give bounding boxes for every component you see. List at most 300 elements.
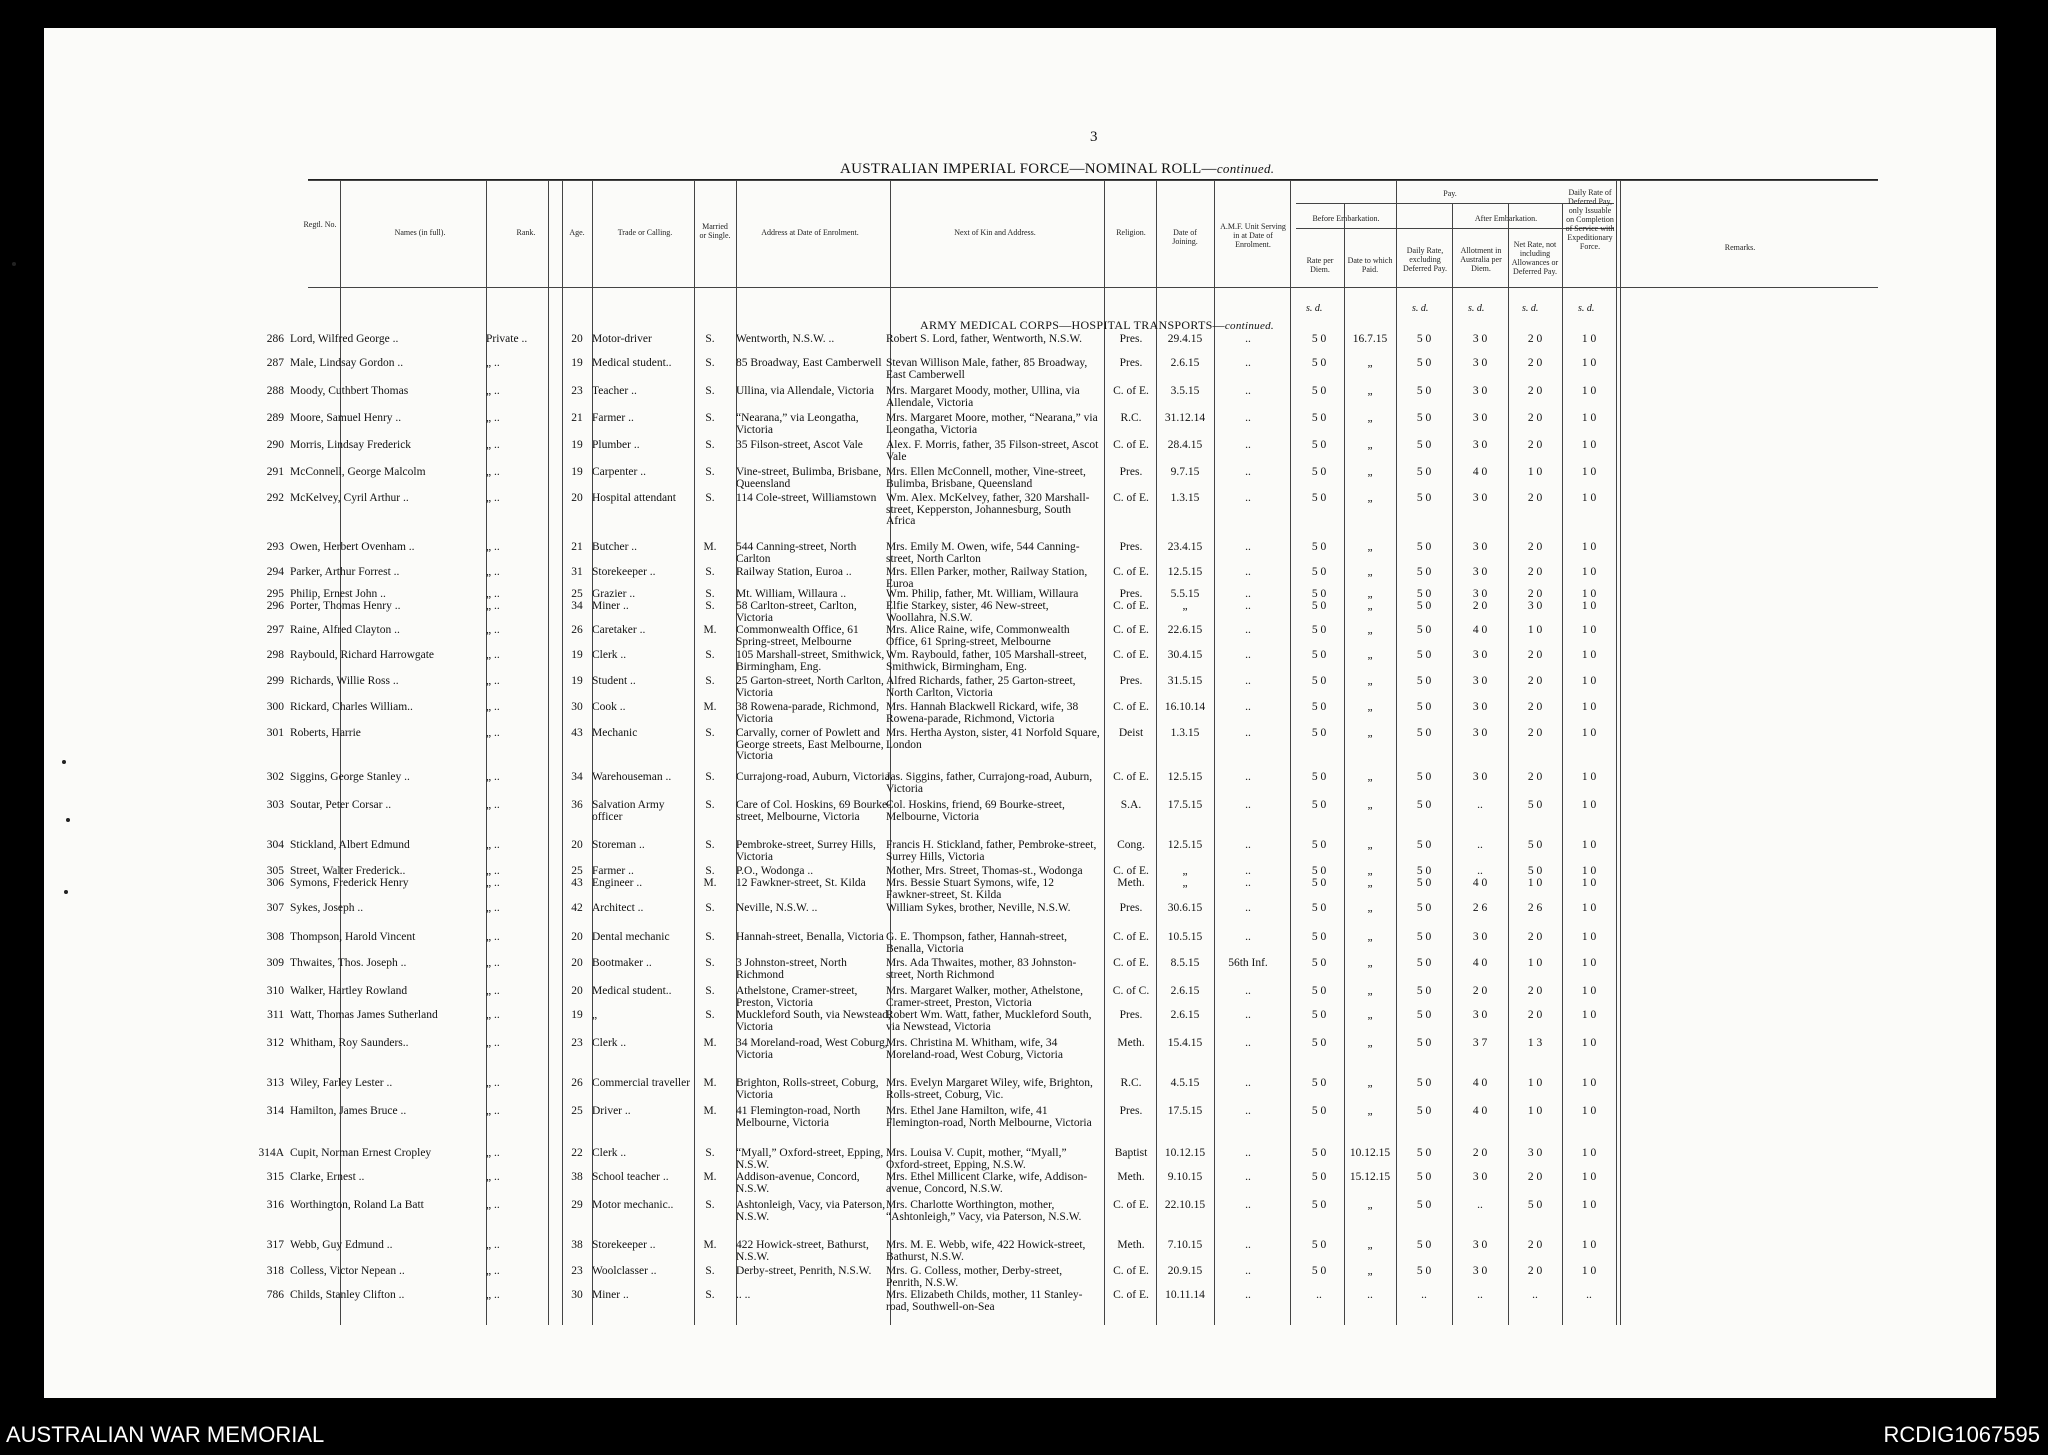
cell-def: 1 0 bbox=[1581, 492, 1597, 504]
cell-name: Moody, Cuthbert Thomas bbox=[290, 385, 409, 397]
cell-allot: 2 6 bbox=[1472, 902, 1488, 914]
cell-unit: 56th Inf. bbox=[1228, 957, 1268, 969]
cell-paid: „ bbox=[1367, 701, 1373, 713]
cell-daily: .. bbox=[1421, 1289, 1427, 1301]
cell-name: Thwaites, Thos. Joseph .. bbox=[290, 957, 407, 969]
cell-allot: 3 0 bbox=[1472, 1265, 1488, 1277]
cell-kin: Wm. Raybould, father, 105 Marshall-street, Smithwick, Birmingham, Eng. bbox=[886, 649, 1087, 673]
cell-date: 28.4.15 bbox=[1167, 439, 1203, 451]
cell-rank: „ .. bbox=[486, 1037, 500, 1049]
cell-daily: 5 0 bbox=[1416, 649, 1432, 661]
header-remarks: Remarks. bbox=[1724, 243, 1756, 252]
cell-unit: .. bbox=[1245, 1289, 1251, 1301]
cell-no: 309 bbox=[266, 957, 284, 969]
cell-def: 1 0 bbox=[1581, 701, 1597, 713]
cell-allot: .. bbox=[1477, 799, 1483, 811]
cell-net: 5 0 bbox=[1527, 839, 1543, 851]
cell-net: 1 0 bbox=[1527, 1077, 1543, 1089]
cell-addr: Wentworth, N.S.W. .. bbox=[736, 333, 835, 345]
cell-addr: Ullina, via Allendale, Victoria bbox=[736, 385, 875, 397]
cell-unit: .. bbox=[1245, 902, 1251, 914]
header-married: Married or Single. bbox=[699, 222, 731, 240]
cell-name: Roberts, Harrie bbox=[290, 727, 361, 739]
archive-footer bbox=[0, 1416, 2048, 1455]
cell-daily: 5 0 bbox=[1416, 1037, 1432, 1049]
cell-no: 287 bbox=[266, 357, 284, 369]
cell-name: Raine, Alfred Clayton .. bbox=[290, 624, 400, 636]
cell-rate: 5 0 bbox=[1311, 600, 1327, 612]
cell-rank: „ .. bbox=[486, 839, 500, 851]
cell-paid: „ bbox=[1367, 439, 1373, 451]
cell-rate: 5 0 bbox=[1311, 412, 1327, 424]
cell-paid: 15.12.15 bbox=[1349, 1171, 1391, 1183]
cell-def: 1 0 bbox=[1581, 799, 1597, 811]
cell-age: 26 bbox=[571, 1077, 583, 1089]
column-rule bbox=[562, 180, 563, 1325]
cell-net: 5 0 bbox=[1527, 799, 1543, 811]
cell-kin: Mrs. Margaret Moore, mother, “Nearana,” via Leongatha, Victoria bbox=[886, 412, 1098, 436]
cell-daily: 5 0 bbox=[1416, 1105, 1432, 1117]
cell-age: 25 bbox=[571, 865, 583, 877]
cell-rank: „ .. bbox=[486, 1199, 500, 1211]
cell-trade: Storekeeper .. bbox=[592, 1239, 656, 1251]
cell-rate: 5 0 bbox=[1311, 588, 1327, 600]
header-unit: A.M.F. Unit Serving in at Date of Enrolment. bbox=[1220, 222, 1286, 249]
cell-trade: Teacher .. bbox=[592, 385, 637, 397]
cell-paid: „ bbox=[1367, 1077, 1373, 1089]
cell-allot: 2 0 bbox=[1472, 600, 1488, 612]
scan-speck bbox=[62, 760, 66, 764]
cell-kin: Mrs. Emily M. Owen, wife, 544 Canning-street, North Carlton bbox=[886, 541, 1080, 565]
cell-rank: „ .. bbox=[486, 588, 500, 600]
cell-unit: .. bbox=[1245, 839, 1251, 851]
cell-net: .. bbox=[1532, 1289, 1538, 1301]
cell-unit: .. bbox=[1245, 412, 1251, 424]
cell-paid: „ bbox=[1367, 1199, 1373, 1211]
cell-allot: 3 0 bbox=[1472, 771, 1488, 783]
cell-unit: .. bbox=[1245, 865, 1251, 877]
cell-trade: Warehouseman .. bbox=[592, 771, 672, 783]
cell-def: .. bbox=[1586, 1289, 1592, 1301]
cell-rank: „ .. bbox=[486, 1077, 500, 1089]
cell-name: Morris, Lindsay Frederick bbox=[290, 439, 412, 451]
section-suffix: continued. bbox=[1224, 320, 1274, 332]
cell-daily: 5 0 bbox=[1416, 701, 1432, 713]
cell-paid: „ bbox=[1367, 1009, 1373, 1021]
cell-date: 31.5.15 bbox=[1167, 675, 1203, 687]
cell-def: 1 0 bbox=[1581, 727, 1597, 739]
cell-no: 302 bbox=[266, 771, 284, 783]
cell-net: 1 0 bbox=[1527, 957, 1543, 969]
cell-age: 30 bbox=[571, 1289, 583, 1301]
cell-trade: Farmer .. bbox=[592, 412, 634, 424]
cell-rel: Pres. bbox=[1119, 333, 1143, 345]
cell-allot: 2 0 bbox=[1472, 1147, 1488, 1159]
cell-trade: „ bbox=[592, 1009, 598, 1021]
cell-age: 23 bbox=[571, 1265, 583, 1277]
cell-rate: 5 0 bbox=[1311, 492, 1327, 504]
cell-rank: Private .. bbox=[486, 333, 528, 345]
column-rule bbox=[1508, 203, 1509, 1325]
cell-daily: 5 0 bbox=[1416, 902, 1432, 914]
cell-allot: .. bbox=[1477, 1199, 1483, 1211]
cell-rel: C. of E. bbox=[1113, 1265, 1149, 1277]
cell-name: Siggins, George Stanley .. bbox=[290, 771, 410, 783]
cell-kin: Mrs. Ethel Millicent Clarke, wife, Addison-avenue, Concord, N.S.W. bbox=[886, 1171, 1088, 1195]
cell-rel: C. of E. bbox=[1113, 1199, 1149, 1211]
cell-rel: Cong. bbox=[1117, 839, 1145, 851]
column-rule bbox=[548, 180, 549, 1325]
cell-rel: Pres. bbox=[1119, 357, 1143, 369]
cell-ms: S. bbox=[705, 957, 715, 969]
cell-date: 4.5.15 bbox=[1170, 1077, 1200, 1089]
cell-addr: Hannah-street, Benalla, Victoria bbox=[736, 931, 884, 943]
cell-ms: S. bbox=[705, 466, 715, 478]
cell-date: „ bbox=[1182, 877, 1188, 889]
cell-trade: Miner .. bbox=[592, 600, 629, 612]
cell-ms: S. bbox=[705, 1265, 715, 1277]
header-daily-rate: Daily Rate, excluding Deferred Pay. bbox=[1403, 246, 1447, 273]
cell-date: 10.12.15 bbox=[1164, 1147, 1206, 1159]
cell-rate: 5 0 bbox=[1311, 385, 1327, 397]
cell-rel: C. of E. bbox=[1113, 600, 1149, 612]
cell-no: 310 bbox=[266, 985, 284, 997]
cell-date: 5.5.15 bbox=[1170, 588, 1200, 600]
cell-unit: .. bbox=[1245, 701, 1251, 713]
cell-net: 2 0 bbox=[1527, 649, 1543, 661]
cell-ms: S. bbox=[705, 600, 715, 612]
cell-name: Soutar, Peter Corsar .. bbox=[290, 799, 392, 811]
cell-no: 305 bbox=[266, 865, 284, 877]
cell-age: 20 bbox=[571, 839, 583, 851]
cell-ms: S. bbox=[705, 1289, 715, 1301]
units-allot: s. d. bbox=[1468, 303, 1485, 314]
cell-rate: .. bbox=[1316, 1289, 1322, 1301]
cell-name: Lord, Wilfred George .. bbox=[290, 333, 399, 345]
cell-paid: „ bbox=[1367, 931, 1373, 943]
header-allotment: Allotment in Australia per Diem. bbox=[1460, 246, 1502, 273]
cell-def: 1 0 bbox=[1581, 1265, 1597, 1277]
cell-name: Webb, Guy Edmund .. bbox=[290, 1239, 393, 1251]
cell-addr: P.O., Wodonga .. bbox=[736, 865, 814, 877]
cell-trade: Miner .. bbox=[592, 1289, 629, 1301]
cell-kin: Col. Hoskins, friend, 69 Bourke-street, Melbourne, Victoria bbox=[886, 799, 1065, 823]
cell-name: Male, Lindsay Gordon .. bbox=[290, 357, 404, 369]
cell-rank: „ .. bbox=[486, 865, 500, 877]
units-deferred: s. d. bbox=[1578, 303, 1595, 314]
units-daily: s. d. bbox=[1412, 303, 1429, 314]
cell-addr: 34 Moreland-road, West Coburg, Victoria bbox=[736, 1037, 888, 1061]
cell-def: 1 0 bbox=[1581, 385, 1597, 397]
cell-trade: Dental mechanic bbox=[592, 931, 670, 943]
cell-age: 34 bbox=[571, 771, 583, 783]
cell-allot: 3 0 bbox=[1472, 1009, 1488, 1021]
cell-allot: 4 0 bbox=[1472, 877, 1488, 889]
cell-paid: „ bbox=[1367, 877, 1373, 889]
cell-name: McConnell, George Malcolm bbox=[290, 466, 426, 478]
cell-rate: 5 0 bbox=[1311, 877, 1327, 889]
cell-daily: 5 0 bbox=[1416, 1009, 1432, 1021]
cell-date: 22.10.15 bbox=[1164, 1199, 1206, 1211]
cell-allot: 3 0 bbox=[1472, 385, 1488, 397]
cell-rel: Pres. bbox=[1119, 675, 1143, 687]
cell-date: 22.6.15 bbox=[1167, 624, 1203, 636]
cell-paid: „ bbox=[1367, 541, 1373, 553]
cell-rel: C. of E. bbox=[1113, 566, 1149, 578]
cell-paid: „ bbox=[1367, 1037, 1373, 1049]
cell-rate: 5 0 bbox=[1311, 1265, 1327, 1277]
cell-addr: Neville, N.S.W. .. bbox=[736, 902, 818, 914]
cell-kin: Mother, Mrs. Street, Thomas-st., Wodonga bbox=[886, 865, 1083, 877]
title-text: AUSTRALIAN IMPERIAL FORCE—NOMINAL ROLL— bbox=[840, 161, 1217, 177]
cell-net: 2 0 bbox=[1527, 492, 1543, 504]
cell-rel: S.A. bbox=[1120, 799, 1142, 811]
units-net: s. d. bbox=[1522, 303, 1539, 314]
cell-name: Cupit, Norman Ernest Cropley bbox=[290, 1147, 432, 1159]
cell-addr: Derby-street, Penrith, N.S.W. bbox=[736, 1265, 872, 1277]
cell-date: 2.6.15 bbox=[1170, 357, 1200, 369]
cell-age: 26 bbox=[571, 624, 583, 636]
cell-def: 1 0 bbox=[1581, 1037, 1597, 1049]
cell-rank: „ .. bbox=[486, 412, 500, 424]
cell-rate: 5 0 bbox=[1311, 1077, 1327, 1089]
cell-age: 19 bbox=[571, 357, 583, 369]
cell-allot: 3 0 bbox=[1472, 412, 1488, 424]
cell-net: 1 0 bbox=[1527, 1105, 1543, 1117]
cell-name: Parker, Arthur Forrest .. bbox=[290, 566, 400, 578]
cell-no: 313 bbox=[266, 1077, 284, 1089]
cell-no: 293 bbox=[266, 541, 284, 553]
cell-no: 307 bbox=[266, 902, 284, 914]
cell-addr: 38 Rowena-parade, Richmond, Victoria bbox=[736, 701, 880, 725]
cell-daily: 5 0 bbox=[1416, 588, 1432, 600]
cell-kin: Robert Wm. Watt, father, Muckleford South, via Newstead, Victoria bbox=[886, 1009, 1092, 1033]
cell-no: 301 bbox=[266, 727, 284, 739]
cell-date: 1.3.15 bbox=[1170, 727, 1200, 739]
cell-age: 19 bbox=[571, 1009, 583, 1021]
cell-trade: Clerk .. bbox=[592, 1147, 627, 1159]
cell-net: 5 0 bbox=[1527, 1199, 1543, 1211]
cell-rank: „ .. bbox=[486, 985, 500, 997]
cell-unit: .. bbox=[1245, 799, 1251, 811]
column-rule bbox=[1396, 180, 1397, 1325]
cell-allot: 3 0 bbox=[1472, 588, 1488, 600]
cell-net: 3 0 bbox=[1527, 1147, 1543, 1159]
cell-addr: 114 Cole-street, Williamstown bbox=[736, 492, 877, 504]
cell-daily: 5 0 bbox=[1416, 357, 1432, 369]
cell-kin: Mrs. Ellen McConnell, mother, Vine-street, Bulimba, Brisbane, Queensland bbox=[886, 466, 1086, 490]
header-kin: Next of Kin and Address. bbox=[954, 228, 1036, 237]
cell-ms: M. bbox=[703, 1077, 717, 1089]
column-rule bbox=[1616, 180, 1617, 1325]
cell-no: 290 bbox=[266, 439, 284, 451]
cell-name: McKelvey, Cyril Arthur .. bbox=[290, 492, 409, 504]
header-date-joining: Date of Joining. bbox=[1172, 228, 1198, 246]
cell-paid: „ bbox=[1367, 771, 1373, 783]
cell-kin: Mrs. Hertha Ayston, sister, 41 Norfold Square, London bbox=[886, 727, 1100, 751]
column-rule bbox=[1156, 180, 1157, 1325]
cell-net: 3 0 bbox=[1527, 600, 1543, 612]
cell-trade: Plumber .. bbox=[592, 439, 640, 451]
cell-rel: R.C. bbox=[1120, 1077, 1142, 1089]
cell-rel: Pres. bbox=[1119, 466, 1143, 478]
cell-allot: 3 0 bbox=[1472, 931, 1488, 943]
cell-unit: .. bbox=[1245, 771, 1251, 783]
cell-rank: „ .. bbox=[486, 624, 500, 636]
column-rule bbox=[1562, 203, 1563, 1325]
cell-addr: Pembroke-street, Surrey Hills, Victoria bbox=[736, 839, 876, 863]
cell-trade: Storeman .. bbox=[592, 839, 645, 851]
cell-trade: Engineer .. bbox=[592, 877, 643, 889]
cell-def: 1 0 bbox=[1581, 624, 1597, 636]
cell-rate: 5 0 bbox=[1311, 357, 1327, 369]
cell-date: 12.5.15 bbox=[1167, 771, 1203, 783]
cell-ms: M. bbox=[703, 1037, 717, 1049]
cell-rel: C. of E. bbox=[1113, 492, 1149, 504]
cell-rel: C. of E. bbox=[1113, 771, 1149, 783]
cell-unit: .. bbox=[1245, 1147, 1251, 1159]
cell-no: 295 bbox=[266, 588, 284, 600]
cell-rank: „ .. bbox=[486, 902, 500, 914]
cell-allot: 4 0 bbox=[1472, 624, 1488, 636]
cell-daily: 5 0 bbox=[1416, 600, 1432, 612]
cell-ms: M. bbox=[703, 877, 717, 889]
cell-allot: 3 0 bbox=[1472, 1239, 1488, 1251]
cell-paid: „ bbox=[1367, 902, 1373, 914]
cell-rate: 5 0 bbox=[1311, 1147, 1327, 1159]
cell-trade: Salvation Army officer bbox=[592, 799, 665, 823]
cell-trade: Woolclasser .. bbox=[592, 1265, 657, 1277]
cell-net: 2 0 bbox=[1527, 357, 1543, 369]
cell-no: 303 bbox=[266, 799, 284, 811]
cell-no: 311 bbox=[267, 1009, 284, 1021]
cell-addr: Muckleford South, via Newstead, Victoria bbox=[736, 1009, 891, 1033]
cell-def: 1 0 bbox=[1581, 649, 1597, 661]
cell-rel: C. of C. bbox=[1112, 985, 1150, 997]
header-name: Names (in full). bbox=[394, 228, 446, 237]
cell-trade: Motor mechanic.. bbox=[592, 1199, 674, 1211]
cell-net: 2 0 bbox=[1527, 675, 1543, 687]
cell-addr: Railway Station, Euroa .. bbox=[736, 566, 852, 578]
cell-unit: .. bbox=[1245, 439, 1251, 451]
cell-def: 1 0 bbox=[1581, 439, 1597, 451]
cell-rel: Baptist bbox=[1114, 1147, 1148, 1159]
cell-no: 297 bbox=[266, 624, 284, 636]
cell-rate: 5 0 bbox=[1311, 902, 1327, 914]
cell-kin: Mrs. Hannah Blackwell Rickard, wife, 38 Rowena-parade, Richmond, Victoria bbox=[886, 701, 1079, 725]
cell-rank: „ .. bbox=[486, 771, 500, 783]
cell-daily: 5 0 bbox=[1416, 333, 1432, 345]
cell-net: 5 0 bbox=[1527, 865, 1543, 877]
cell-date: 15.4.15 bbox=[1167, 1037, 1203, 1049]
cell-allot: 4 0 bbox=[1472, 466, 1488, 478]
cell-rel: C. of E. bbox=[1113, 931, 1149, 943]
cell-no: 306 bbox=[266, 877, 284, 889]
cell-allot: .. bbox=[1477, 865, 1483, 877]
cell-daily: 5 0 bbox=[1416, 541, 1432, 553]
cell-addr: .. .. bbox=[736, 1289, 751, 1301]
cell-ms: S. bbox=[705, 588, 715, 600]
cell-rel: Pres. bbox=[1119, 1105, 1143, 1117]
cell-rank: „ .. bbox=[486, 649, 500, 661]
cell-unit: .. bbox=[1245, 357, 1251, 369]
cell-addr: 422 Howick-street, Bathurst, N.S.W. bbox=[736, 1239, 869, 1263]
cell-date: 12.5.15 bbox=[1167, 566, 1203, 578]
cell-def: 1 0 bbox=[1581, 600, 1597, 612]
cell-no: 300 bbox=[266, 701, 284, 713]
cell-kin: Wm. Philip, father, Mt. William, Willaura bbox=[886, 588, 1079, 600]
cell-no: 296 bbox=[266, 600, 284, 612]
cell-ms: M. bbox=[703, 1171, 717, 1183]
cell-no: 786 bbox=[266, 1289, 284, 1301]
cell-rel: Pres. bbox=[1119, 588, 1143, 600]
cell-date: 10.11.14 bbox=[1165, 1289, 1205, 1301]
cell-rate: 5 0 bbox=[1311, 1037, 1327, 1049]
cell-ms: S. bbox=[705, 902, 715, 914]
cell-rate: 5 0 bbox=[1311, 1009, 1327, 1021]
header-no: Regtl. No. bbox=[303, 220, 337, 229]
cell-unit: .. bbox=[1245, 1199, 1251, 1211]
cell-def: 1 0 bbox=[1581, 675, 1597, 687]
cell-addr: Vine-street, Bulimba, Brisbane, Queensland bbox=[736, 466, 882, 490]
cell-paid: „ bbox=[1367, 839, 1373, 851]
cell-daily: 5 0 bbox=[1416, 385, 1432, 397]
cell-addr: 544 Canning-street, North Carlton bbox=[736, 541, 857, 565]
cell-rel: Meth. bbox=[1117, 1037, 1145, 1049]
cell-allot: 4 0 bbox=[1472, 957, 1488, 969]
cell-paid: „ bbox=[1367, 492, 1373, 504]
cell-addr: “Nearana,” via Leongatha, Victoria bbox=[736, 412, 859, 436]
cell-allot: 3 0 bbox=[1472, 701, 1488, 713]
cell-date: 10.5.15 bbox=[1167, 931, 1203, 943]
cell-name: Colless, Victor Nepean .. bbox=[290, 1265, 405, 1277]
cell-kin: Mrs. Louisa V. Cupit, mother, “Myall,” Oxford-street, Epping, N.S.W. bbox=[886, 1147, 1067, 1171]
cell-date: 17.5.15 bbox=[1167, 799, 1203, 811]
cell-rate: 5 0 bbox=[1311, 727, 1327, 739]
cell-rate: 5 0 bbox=[1311, 466, 1327, 478]
cell-addr: 25 Garton-street, North Carlton, Victoria bbox=[736, 675, 884, 699]
header-bottom-rule bbox=[308, 287, 1878, 288]
cell-def: 1 0 bbox=[1581, 1239, 1597, 1251]
cell-net: 2 0 bbox=[1527, 985, 1543, 997]
cell-rank: „ .. bbox=[486, 675, 500, 687]
cell-trade: Bootmaker .. bbox=[592, 957, 652, 969]
cell-rel: C. of E. bbox=[1113, 385, 1149, 397]
cell-ms: M. bbox=[703, 1239, 717, 1251]
cell-rel: C. of E. bbox=[1113, 865, 1149, 877]
cell-addr: Currajong-road, Auburn, Victoria bbox=[736, 771, 890, 783]
cell-daily: 5 0 bbox=[1416, 839, 1432, 851]
footer-institution: AUSTRALIAN WAR MEMORIAL bbox=[6, 1422, 325, 1447]
cell-allot: 3 0 bbox=[1472, 1171, 1488, 1183]
cell-ms: S. bbox=[705, 385, 715, 397]
cell-unit: .. bbox=[1245, 727, 1251, 739]
cell-date: 9.7.15 bbox=[1170, 466, 1200, 478]
cell-net: 2 0 bbox=[1527, 588, 1543, 600]
cell-trade: Architect .. bbox=[592, 902, 644, 914]
cell-age: 19 bbox=[571, 466, 583, 478]
cell-ms: S. bbox=[705, 1199, 715, 1211]
cell-kin: William Sykes, brother, Neville, N.S.W. bbox=[886, 902, 1071, 914]
cell-def: 1 0 bbox=[1581, 588, 1597, 600]
cell-addr: Athelstone, Cramer-street, Preston, Victoria bbox=[736, 985, 858, 1009]
cell-trade: Hospital attendant bbox=[592, 492, 676, 504]
cell-allot: 3 0 bbox=[1472, 492, 1488, 504]
cell-date: 3.5.15 bbox=[1170, 385, 1200, 397]
cell-kin: Mrs. G. Colless, mother, Derby-street, Penrith, N.S.W. bbox=[886, 1265, 1063, 1289]
cell-addr: 3 Johnston-street, North Richmond bbox=[736, 957, 847, 981]
cell-date: 1.3.15 bbox=[1170, 492, 1200, 504]
